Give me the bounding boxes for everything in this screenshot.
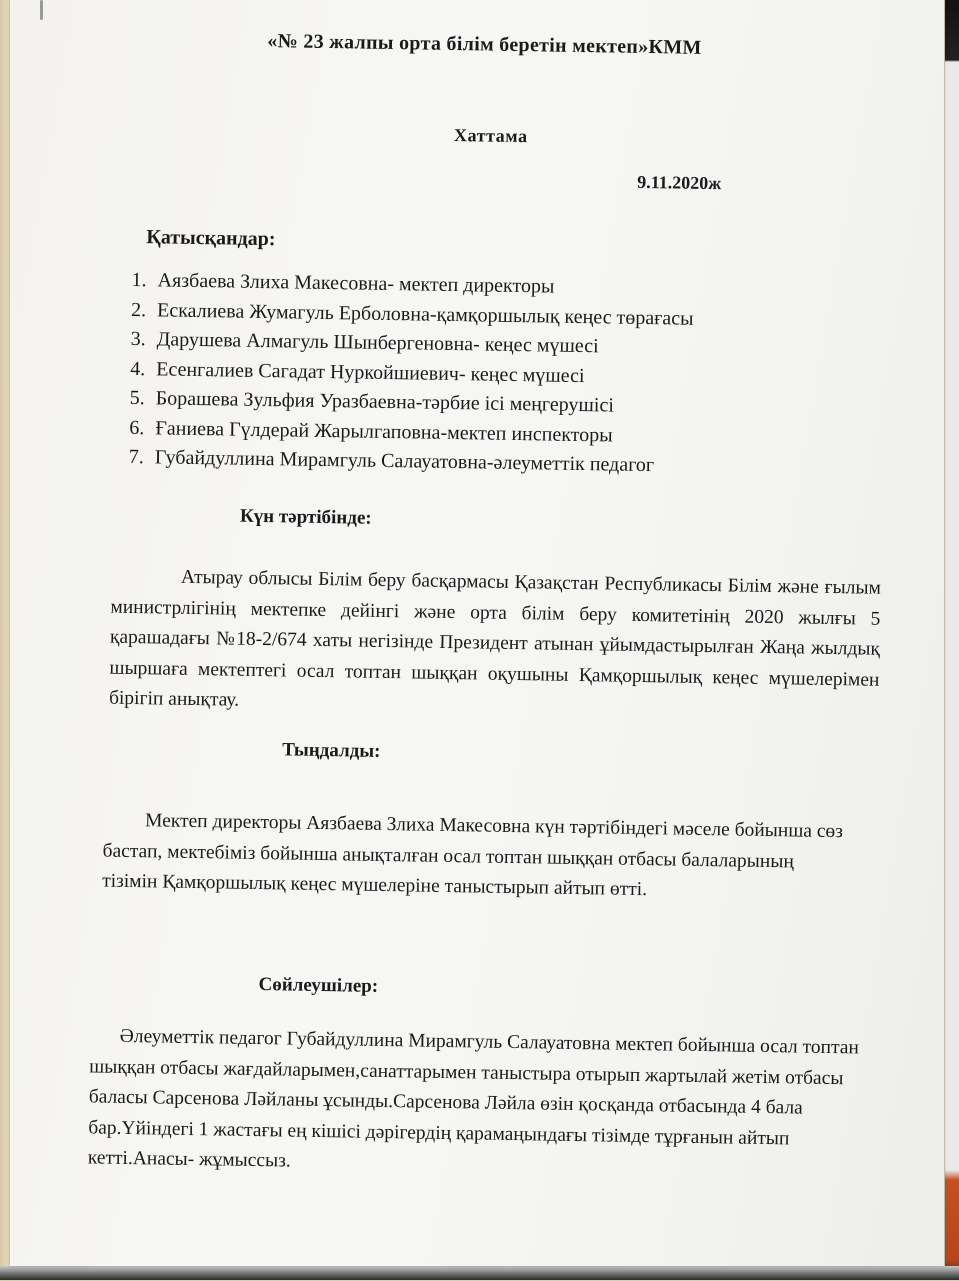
participant-text: Дарушева Алмагуль Шынбергеновна- кеңес мүшесі	[156, 328, 599, 358]
participant-text: Борашева Зульфия Уразбаевна-тәрбие ісі меңгерушісі	[155, 387, 615, 417]
heard-heading: Тыңдалды:	[282, 739, 381, 762]
document-type-title: Хаттама	[453, 124, 528, 147]
participant-number: 2.	[130, 298, 147, 321]
speakers-paragraph: Әлеуметтік педагог Губайдуллина Мирамгуль Салауатовна мектеп бойынша осал топтан шыққан отбасы жағдайларымен,санаттарымен таныстыра отырып жартылай жетім отбасы баласы Сарсенова Ләйланы ұсынды.Сарсенова Ләйла өзін қосқанда отбасында 4 бала бар.Үйіндегі 1 жастағы ең кішісі дәрігердің қарамаңындағы тізімде тұрғанын айтып кетті.Анасы- жұмыссыз.	[87, 1025, 860, 1172]
heard-paragraph: Мектеп директоры Аязбаева Злиха Макесовна күн тәртібіндегі мәселе бойынша сөз бастап, мектебіміз бойынша анықталған осал топтан шыққан отбасы балаларының тізімін Қамқоршылық кеңес мүшелеріне таныстырып айтып өтті.	[102, 810, 844, 901]
participants-list	[129, 266, 695, 481]
agenda-paragraph: Атырау облысы Білім беру басқармасы Қазақстан Республикасы Білім және ғылым министрлігінің мектепке дейінгі және орта білім беру комитетінің 2020 жылғы 5 қарашадағы №18-2/674 хаты негізінде Президент атынан ұйымдастырылған Жаңа жылдық шыршаға мектептегі осал топтан шыққан оқушыны Қамқоршылық кеңес мүшелерімен бірігіп анықтау.	[108, 566, 882, 711]
participant-number: 7.	[128, 445, 145, 469]
participant-text: Есенгалиев Сагадат Нуркойшиевич- кеңес мүшесі	[156, 357, 585, 387]
participant-text: Ғаниева Гүлдерай Жарылгаповна-мектеп инспекторы	[155, 416, 613, 447]
participant-text: Аязбаева Злиха Макесовна- мектеп директоры	[157, 269, 555, 298]
organization-title: «№ 23 жалпы орта білім беретін мектеп»КММ	[267, 30, 702, 59]
participant-number: 6.	[129, 416, 145, 439]
document-date: 9.11.2020ж	[637, 171, 722, 194]
participants-heading: Қатысқандар:	[146, 226, 276, 251]
speakers-heading: Сөйлеушілер:	[258, 974, 379, 997]
participant-number: 3.	[130, 327, 146, 351]
participant-number: 5.	[129, 386, 145, 410]
participant-text: Губайдуллина Мирамгуль Салауатовна-әлеуметтік педагог	[154, 446, 655, 477]
participant-number: 1.	[131, 268, 147, 292]
agenda-heading: Күн тәртібінде:	[239, 505, 372, 529]
background-surface-right	[945, 0, 959, 1280]
participant-text: Ескалиева Жумагуль Ерболовна-қамқоршылық кеңес төрағасы	[156, 298, 694, 330]
participant-number: 4.	[130, 357, 146, 380]
document-page	[10, 0, 944, 1266]
